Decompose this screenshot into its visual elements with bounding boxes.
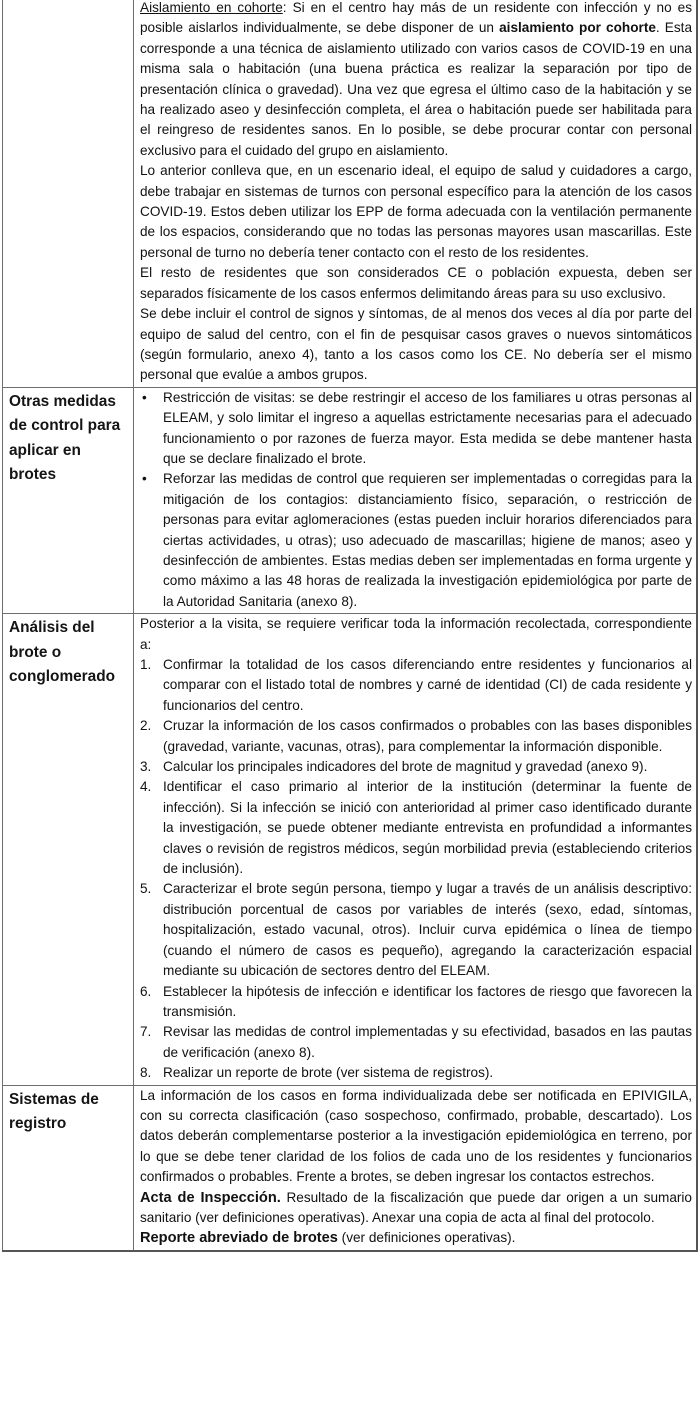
item-text: Cruzar la información de los casos confirmados o probables con las bases disponibles (gravedad, variante, vacunas, otras), para complementar la información disponible. <box>163 718 692 754</box>
aislamiento-por-cohorte-bold: aislamiento por cohorte <box>499 20 656 36</box>
item-number: 4. <box>140 779 152 795</box>
row-content-sistemas-registro <box>134 1085 698 1251</box>
item-number: 6. <box>140 983 152 999</box>
bullet-icon: • <box>142 389 147 405</box>
paragraph-signos-sintomas: Se debe incluir el control de signos y síntomas, de al menos dos veces al día por parte del equipo de salud del centro, con el fin de pesquisar casos graves o nuevos sintomáticos (según formulario, anexo 4), tanto a los casos como los CE. No debería ser el mismo personal que evalúe a ambos grupos. <box>140 306 692 383</box>
item-text: Realizar un reporte de brote (ver sistema de registros). <box>163 1065 494 1081</box>
acta-inspeccion-title: Acta de Inspección. <box>140 1189 281 1206</box>
list-item <box>140 757 692 777</box>
list-item <box>140 982 692 1023</box>
aislamiento-cohorte-text-b: . Esta corresponde a una técnica de aislamiento utilizado con varios casos de COVID-19 en una misma sala o habitación (una buena práctica es realizar la separación por tipo de presentación clínica o gravedad). Una vez que egresa el último caso de la habitación y se ha realizado aseo y desinfección completa, el área o habitación puede ser habilitada para el reingreso de residentes sanos. En lo posible, se debe procurar contar con personal exclusivo para el cuidado del grupo en aislamiento. <box>140 20 693 158</box>
row-content-otras-medidas <box>134 387 698 613</box>
list-item <box>140 388 692 470</box>
item-text: Identificar el caso primario al interior de la institución (determinar la fuente de infección). Si la infección se inició con anterioridad al primer caso identificado durante la investigación, se puede obtener mediante entrevista en profundidad a informantes claves o revisión de registros médicos, según morbilidad previa (estableciendo criterios de inclusión). <box>163 779 692 877</box>
acta-inspeccion-text: Resultado de la fiscalización que puede dar origen a un sumario sanitario (ver definiciones operativas). Anexar una copia de acta al final del protocolo. <box>140 1189 692 1225</box>
acta-inspeccion-paragraph <box>140 1188 692 1229</box>
list-item <box>140 655 692 716</box>
bullet-text: Reforzar las medidas de control que requieren ser implementadas o corregidas para la mitigación de los contagios: distanciamiento físico, separación, o restricción de personas para evitar aglomeraciones (estas pueden incluir horarios diferenciados para ciertas actividades, u otras); uso adecuado de mascarillas; higiene de manos; aseo y desinfección de ambientes. Estas medias deben ser implementadas en forma urgente y como máximo a las 48 horas de realizada la investigación epidemiológica por parte de la Autoridad Sanitaria (anexo 8). <box>163 471 692 609</box>
row-content-analisis <box>134 614 698 1085</box>
reporte-abreviado-paragraph <box>140 1228 692 1248</box>
row-content-aislamiento <box>134 0 698 387</box>
list-item <box>140 879 692 981</box>
list-item <box>140 1022 692 1063</box>
paragraph-turnos: Lo anterior conlleva que, en un escenario ideal, el equipo de salud y cuidadores a cargo, debe trabajar en sistemas de turnos con personal específico para la atención de los casos COVID-19. Estos deben utilizar los EPP de forma adecuada con la ventilación permanente de los espacios, considerando que no todas las personas mayores usan mascarillas. Este personal de turno no debería tener contacto con el resto de los residentes. <box>140 163 692 260</box>
protocol-table <box>2 0 698 1252</box>
bullet-icon: • <box>142 471 147 487</box>
item-text: Establecer la hipótesis de infección e identificar los factores de riesgo que favorecen la transmisión. <box>163 983 692 1019</box>
item-number: 5. <box>140 881 152 897</box>
otras-medidas-list <box>140 388 692 612</box>
row-label-analisis: Análisis del brote o conglomerado <box>3 614 134 1085</box>
table-row-sistemas-registro <box>3 1085 698 1251</box>
analisis-steps-list <box>140 655 692 1084</box>
table-row-aislamiento <box>3 0 698 387</box>
list-item <box>140 716 692 757</box>
aislamiento-cohorte-term: Aislamiento en cohorte <box>140 0 283 15</box>
aislamiento-cohorte-text-a: : Si en el centro hay más de un residente con infección y no es posible aislarlos individualmente, se debe disponer de un <box>140 0 693 36</box>
list-item <box>140 1063 692 1083</box>
row-label-sistemas-registro: Sistemas de registro <box>3 1085 134 1251</box>
table-row-otras-medidas <box>3 387 698 613</box>
row-label-empty <box>3 0 134 387</box>
item-number: 7. <box>140 1024 152 1040</box>
item-number: 1. <box>140 657 152 672</box>
list-item <box>140 469 692 612</box>
item-text: Confirmar la totalidad de los casos diferenciando entre residentes y funcionarios al comparar con el listado total de nombres y carné de identidad (CI) de cada residente y funcionarios del centro. <box>163 657 692 713</box>
item-number: 2. <box>140 718 152 734</box>
item-text: Revisar las medidas de control implementadas y su efectividad, basados en las pautas de verificación (anexo 8). <box>163 1024 692 1060</box>
reporte-abreviado-title: Reporte abreviado de brotes <box>140 1230 338 1247</box>
reporte-abreviado-text: (ver definiciones operativas). <box>337 1230 516 1246</box>
item-text: Calcular los principales indicadores del brote de magnitud y gravedad (anexo 9). <box>163 759 648 775</box>
table-row-analisis <box>3 614 698 1085</box>
item-number: 3. <box>140 759 152 775</box>
paragraph-resto-residentes: El resto de residentes que son considerados CE o población expuesta, deben ser separados físicamente de los casos enfermos delimitando áreas para su uso exclusivo. <box>140 265 692 301</box>
bullet-text: Restricción de visitas: se debe restringir el acceso de los familiares u otras personas al ELEAM, y solo limitar el ingreso a aquellas estrictamente necesarias para el adecuado funcionamiento o por razones de fuerza mayor. Esta medida se debe mantener hasta que se declare finalizado el brote. <box>163 389 692 466</box>
item-number: 8. <box>140 1065 152 1081</box>
registro-paragraph: La información de los casos en forma individualizada debe ser notificada en EPIVIGILA, con su correcta clasificación (caso sospechoso, confirmado, probable, descartado). Los datos deberán complementarse posterior a la investigación epidemiológica en terreno, por lo que se debe tener claridad de los folios de cada uno de los residentes y funcionarios confirmados o probables. Frente a brotes, se deben ingresar los contactos estrechos. <box>140 1087 692 1185</box>
list-item <box>140 777 692 879</box>
row-label-otras-medidas: Otras medidas de control para aplicar en brotes <box>3 387 134 613</box>
item-text: Caracterizar el brote según persona, tiempo y lugar a través de un análisis descriptivo: distribución porcentual de casos por variables de interés (sexo, edad, síntomas, hospitalización, estado vacunal, otros). Incluir curva epidémica o línea de tiempo (cuando el número de casos es pequeño), agregando la caracterización espacial mediante su ubicación de sectores dentro del ELEAM. <box>163 881 692 979</box>
aislamiento-cohorte-paragraph <box>140 0 692 161</box>
analisis-intro: Posterior a la visita, se requiere verificar toda la información recolectada, correspondiente a: <box>140 616 692 652</box>
